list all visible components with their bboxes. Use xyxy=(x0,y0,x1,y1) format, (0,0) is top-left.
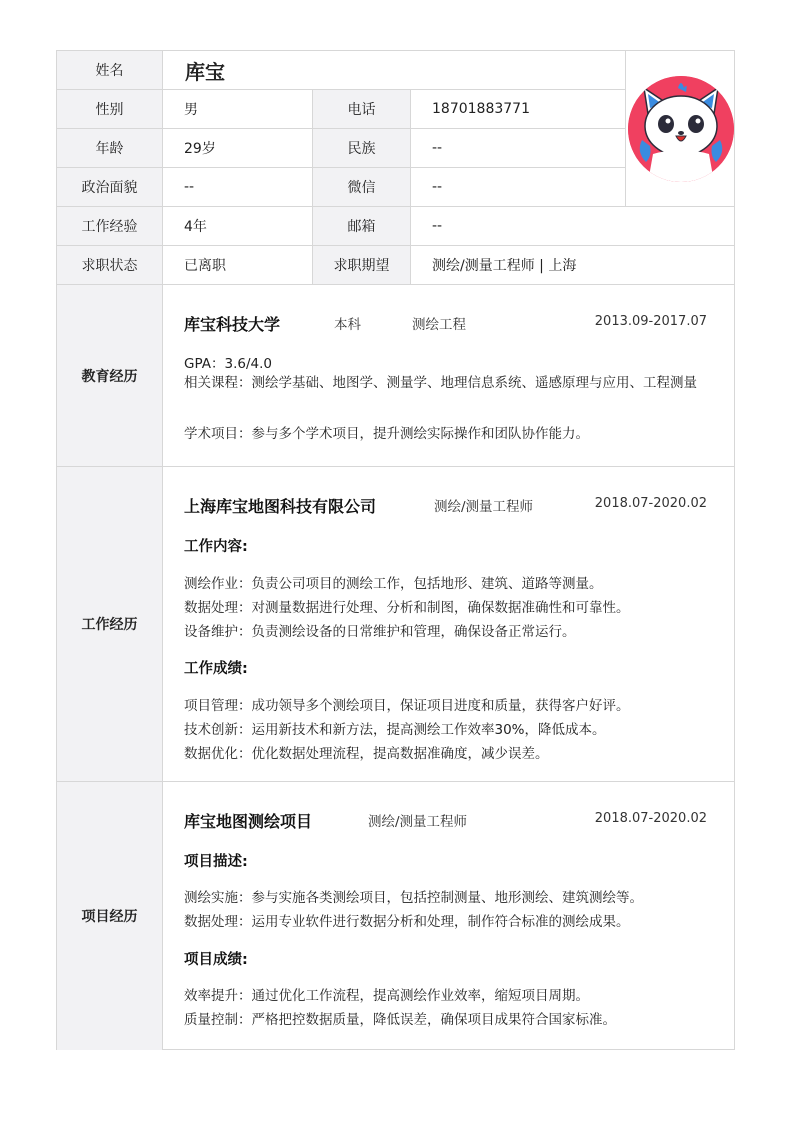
work-result-item: 技术创新：运用新技术和新方法，提高测绘工作效率30%，降低成本。 xyxy=(184,722,606,738)
project-result-item: 质量控制：严格把控数据质量，降低误差，确保项目成果符合国家标准。 xyxy=(184,1012,616,1028)
gender-value: 男 xyxy=(163,90,313,129)
resume-sheet xyxy=(56,50,735,1050)
gender-label: 性别 xyxy=(57,90,163,129)
name-value: 库宝 xyxy=(163,51,626,90)
mascot-icon xyxy=(628,76,734,182)
wechat-value: -- xyxy=(411,168,626,207)
project-label: 项目经历 xyxy=(57,782,163,1050)
work-results-title: 工作成绩: xyxy=(184,661,248,677)
education-section xyxy=(57,285,735,467)
age-label: 年龄 xyxy=(57,129,163,168)
project-desc-item: 测绘实施：参与实施各类测绘项目，包括控制测量、地形测绘、建筑测绘等。 xyxy=(184,890,643,906)
gpa: GPA：3.6/4.0 xyxy=(184,356,272,372)
project-name: 库宝地图测绘项目 xyxy=(184,812,313,831)
avatar xyxy=(628,76,734,182)
email-value: -- xyxy=(411,207,735,246)
experience-value: 4年 xyxy=(163,207,313,246)
project-role: 测绘/测量工程师 xyxy=(368,814,468,830)
politics-value: -- xyxy=(163,168,313,207)
work-position: 测绘/测量工程师 xyxy=(434,499,534,515)
ethnicity-label: 民族 xyxy=(313,129,411,168)
wechat-label: 微信 xyxy=(313,168,411,207)
email-label: 邮箱 xyxy=(313,207,411,246)
degree: 本科 xyxy=(334,317,361,333)
school-name: 库宝科技大学 xyxy=(184,315,281,334)
status-label: 求职状态 xyxy=(57,246,163,285)
status-value: 已离职 xyxy=(163,246,313,285)
project-desc-item: 数据处理：运用专业软件进行数据分析和处理，制作符合标准的测绘成果。 xyxy=(184,914,630,930)
major: 测绘工程 xyxy=(412,317,466,333)
work-date: 2018.07-2020.02 xyxy=(594,496,707,511)
work-result-item: 项目管理：成功领导多个测绘项目，保证项目进度和质量，获得客户好评。 xyxy=(184,698,630,714)
ethnicity-value: -- xyxy=(411,129,626,168)
courses: 相关课程：测绘学基础、地图学、测量学、地理信息系统、遥感原理与应用、工程测量 xyxy=(184,375,697,391)
academic-projects: 学术项目：参与多个学术项目，提升测绘实际操作和团队协作能力。 xyxy=(184,426,589,442)
phone-label: 电话 xyxy=(313,90,411,129)
project-section xyxy=(57,782,735,1050)
work-content-title: 工作内容: xyxy=(184,539,248,555)
education-label: 教育经历 xyxy=(57,285,163,466)
education-date: 2013.09-2017.07 xyxy=(594,314,707,329)
phone-value: 18701883771 xyxy=(411,90,626,129)
work-section xyxy=(57,467,735,782)
work-content-item: 测绘作业：负责公司项目的测绘工作，包括地形、建筑、道路等测量。 xyxy=(184,576,603,592)
age-value: 29岁 xyxy=(163,129,313,168)
project-date: 2018.07-2020.02 xyxy=(594,811,707,826)
work-label: 工作经历 xyxy=(57,467,163,781)
work-content-item: 设备维护：负责测绘设备的日常维护和管理，确保设备正常运行。 xyxy=(184,624,576,640)
project-result-item: 效率提升：通过优化工作流程，提高测绘作业效率，缩短项目周期。 xyxy=(184,988,589,1004)
name-label: 姓名 xyxy=(57,51,163,90)
photo-cell xyxy=(626,51,735,207)
work-result-item: 数据优化：优化数据处理流程，提高数据准确度，减少误差。 xyxy=(184,746,549,762)
project-results-title: 项目成绩: xyxy=(184,952,248,968)
expectation-label: 求职期望 xyxy=(313,246,411,285)
expectation-value: 测绘/测量工程师 | 上海 xyxy=(411,246,735,285)
politics-label: 政治面貌 xyxy=(57,168,163,207)
company-name: 上海库宝地图科技有限公司 xyxy=(184,497,377,516)
experience-label: 工作经验 xyxy=(57,207,163,246)
work-content-item: 数据处理：对测量数据进行处理、分析和制图，确保数据准确性和可靠性。 xyxy=(184,600,630,616)
project-desc-title: 项目描述: xyxy=(184,854,248,870)
